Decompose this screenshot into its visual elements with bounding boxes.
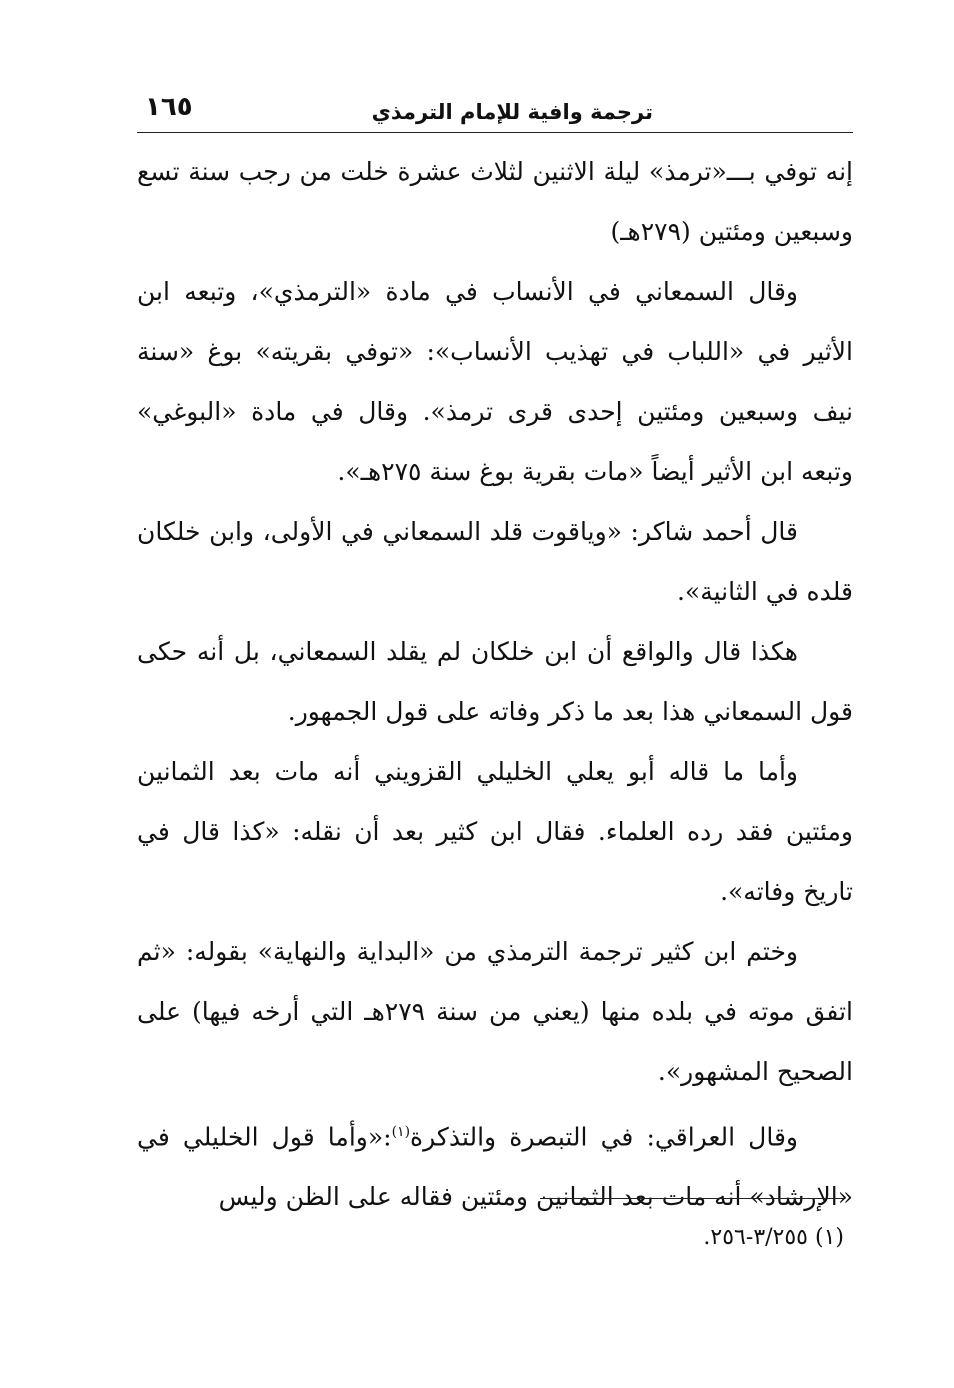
- paragraph: وأما ما قاله أبو يعلي الخليلي القزويني أنه مات بعد الثمانين ومئتين فقد رده العلماء. فقال ابن كثير بعد أن نقله: «كذا قال في تاريخ وفاته».: [137, 757, 853, 906]
- footnote-marker: (١): [391, 1124, 411, 1140]
- paragraph: إنه توفي بـــ«ترمذ» ليلة الاثنين لثلاث عشرة خلت من رجب سنة تسع وسبعين ومئتين (٢٧٩هـ): [137, 157, 853, 246]
- footnote: (١) ٣/٢٥٥-٢٥٦.: [703, 1225, 844, 1250]
- running-header: [137, 88, 853, 133]
- paragraph: [137, 1102, 853, 1227]
- running-title: ترجمة وافية للإمام الترمذي: [371, 100, 653, 124]
- paragraph: قال أحمد شاكر: «وياقوت قلد السمعاني في الأولى، وابن خلكان قلده في الثانية».: [137, 517, 853, 606]
- paragraph: وختم ابن كثير ترجمة الترمذي من «البداية والنهاية» بقوله: «ثم اتفق موته في بلده منها (يعني من سنة ٢٧٩هـ التي أرخه فيها) على الصحيح المشهور».: [137, 937, 853, 1086]
- footnote-divider: [540, 1198, 844, 1199]
- body-text: [137, 142, 853, 1227]
- paragraph-text: :«وأما قول الخليلي في «الإرشاد» أنه مات بعد الثمانين ومئتين فقاله على الظن وليس: [137, 1122, 853, 1212]
- paragraph: هكذا قال والواقع أن ابن خلكان لم يقلد السمعاني، بل أنه حكى قول السمعاني هذا بعد ما ذكر وفاته على قول الجمهور.: [137, 637, 853, 726]
- page-number: ١٦٥: [145, 92, 193, 122]
- paragraph: وقال السمعاني في الأنساب في مادة «الترمذي»، وتبعه ابن الأثير في «اللباب في تهذيب الأنساب»: «توفي بقريته» بوغ «سنة نيف وسبعين ومئتين إحدى قرى ترمذ». وقال في مادة «البوغي» وتبعه ابن الأثير أيضاً «مات بقرية بوغ سنة ٢٧٥هـ».: [137, 277, 853, 486]
- paragraph-text: وقال العراقي: في التبصرة والتذكرة: [410, 1122, 798, 1152]
